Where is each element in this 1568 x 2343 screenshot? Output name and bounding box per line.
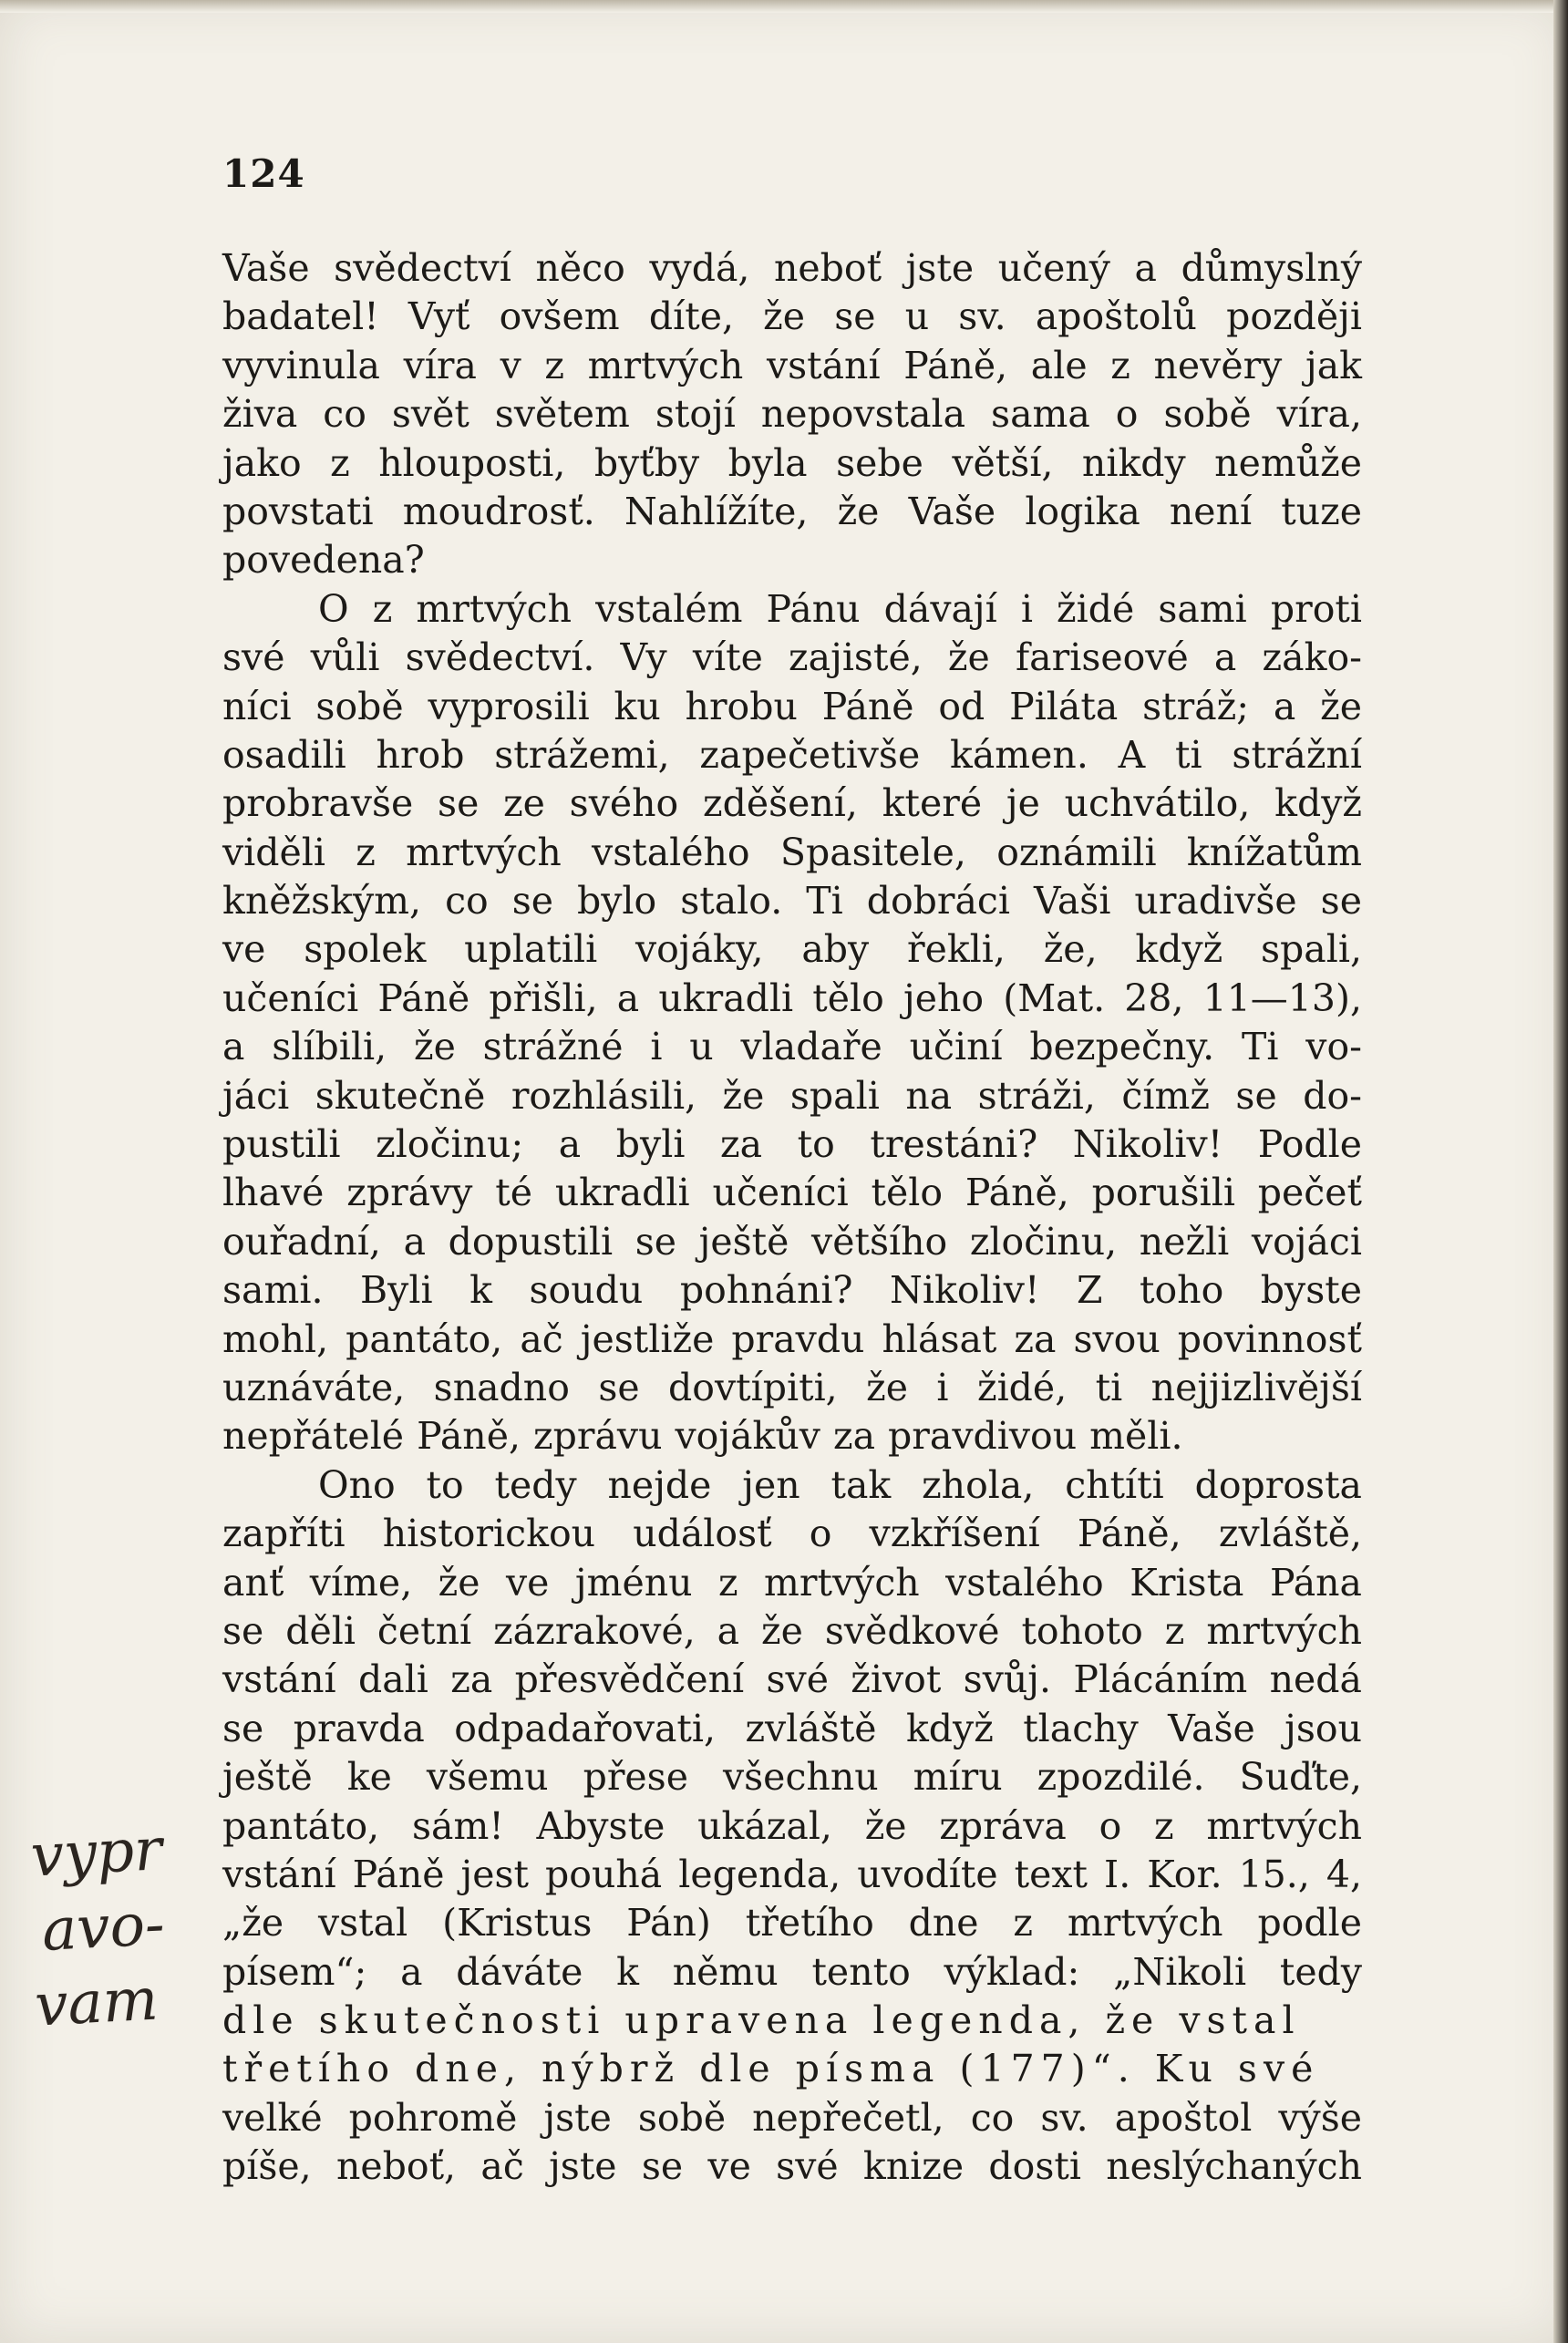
text-line: kněžským, co se bylo stalo. Ti dobráci Vaši uradivše se: [222, 879, 1362, 924]
text-line: osadili hrob strážemi, zapečetivše kámen. A ti strážní: [222, 732, 1362, 777]
text-line: Ono to tedy nejde jen tak zhola, chtíti doprosta: [318, 1462, 1362, 1507]
text-line: pantáto, sám! Abyste ukázal, že zpráva o z mrtvých: [222, 1803, 1362, 1848]
page-number: 124: [222, 151, 305, 196]
text-line: píše, neboť, ač jste se ve své knize dosti neslýchaných: [222, 2144, 1362, 2189]
text-line: lhavé zprávy té ukradli učeníci tělo Páně, porušili pečeť: [222, 1171, 1362, 1215]
text-line: anť víme, že ve jménu z mrtvých vstalého Krista Pána: [222, 1560, 1362, 1605]
text-line: živa co svět světem stojí nepovstala sama o sobě víra,: [222, 392, 1362, 437]
text-line: jako z hlouposti, byťby byla sebe větší, nikdy nemůže: [222, 440, 1362, 485]
text-line: a slíbili, že strážné i u vladaře učiní bezpečny. Ti vo-: [222, 1025, 1362, 1069]
text-line: vstání dali za přesvědčení své život svůj. Plácáním nedá: [222, 1657, 1362, 1702]
text-line: jáci skutečně rozhlásili, že spali na stráži, čímž se do-: [222, 1073, 1362, 1118]
text-line: vstání Páně jest pouhá legenda, uvodíte text I. Kor. 15., 4,: [222, 1852, 1362, 1896]
text-line: své vůli svědectví. Vy víte zajisté, že fariseové a záko-: [222, 635, 1362, 680]
text-line: se pravda odpadařovati, zvláště když tlachy Vaše jsou: [222, 1706, 1362, 1750]
text-line: velké pohromě jste sobě nepřečetl, co sv. apoštol výše: [222, 2095, 1362, 2140]
text-line: viděli z mrtvých vstalého Spasitele, oznámili knížatům: [222, 830, 1362, 874]
text-line: probravše se ze svého zděšení, které je uchvátilo, když: [222, 781, 1362, 826]
text-line: povedena?: [222, 538, 425, 583]
margin-note-line: avo-: [40, 1891, 167, 1966]
text-line: O z mrtvých vstalém Pánu dávají i židé sami proti: [318, 586, 1362, 631]
margin-note-line: vypr: [28, 1816, 164, 1891]
text-line: zapříti historickou událosť o vzkříšení Páně, zvláště,: [222, 1512, 1362, 1556]
text-line: ještě ke všemu přese všechnu míru zpozdilé. Suďte,: [222, 1755, 1362, 1800]
text-line: třetího dne, nýbrž dle písma (177)“. Ku své: [222, 2047, 1320, 2091]
text-line: Vaše svědectví něco vydá, neboť jste učený a důmyslný: [222, 246, 1362, 290]
text-line: ouřadní, a dopustili se ještě většího zločinu, nežli vojáci: [222, 1219, 1362, 1264]
body-text: [222, 244, 1362, 2192]
text-line: učeníci Páně přišli, a ukradli tělo jeho (Mat. 28, 11—13),: [222, 975, 1362, 1020]
text-line: se děli četní zázrakové, a že svědkové tohoto z mrtvých: [222, 1608, 1362, 1653]
page-top-edge: [0, 0, 1568, 13]
text-line: vyvinula víra v z mrtvých vstání Páně, ale z nevěry jak: [222, 343, 1362, 387]
text-line: uznáváte, snadno se dovtípiti, že i židé, ti nejjizlivější: [222, 1365, 1362, 1409]
text-line: povstati moudrosť. Nahlížíte, že Vaše logika není tuze: [222, 489, 1362, 533]
text-line: badatel! Vyť ovšem díte, že se u sv. apoštolů později: [222, 294, 1362, 339]
text-line: „že vstal (Kristus Pán) třetího dne z mrtvých podle: [222, 1901, 1362, 1946]
text-line: ve spolek uplatili vojáky, aby řekli, že, když spali,: [222, 927, 1362, 972]
handwritten-margin-note: [20, 1809, 242, 2044]
text-line: nepřátelé Páně, zprávu vojákův za pravdivou měli.: [222, 1414, 1183, 1459]
margin-note-line: vam: [33, 1966, 160, 2040]
page-binding-edge: [1553, 0, 1568, 2343]
text-line: dle skutečnosti upravena legenda, že vstal: [222, 1998, 1301, 2043]
text-line: mohl, pantáto, ač jestliže pravdu hlásat za svou povinnosť: [222, 1316, 1362, 1361]
text-line: sami. Byli k soudu pohnáni? Nikoliv! Z toho byste: [222, 1268, 1362, 1313]
text-line: písem“; a dáváte k němu tento výklad: „Nikoli tedy: [222, 1949, 1362, 1994]
text-line: níci sobě vyprosili ku hrobu Páně od Piláta stráž; a že: [222, 684, 1362, 728]
text-line: pustili zločinu; a byli za to trestáni? Nikoliv! Podle: [222, 1122, 1362, 1167]
